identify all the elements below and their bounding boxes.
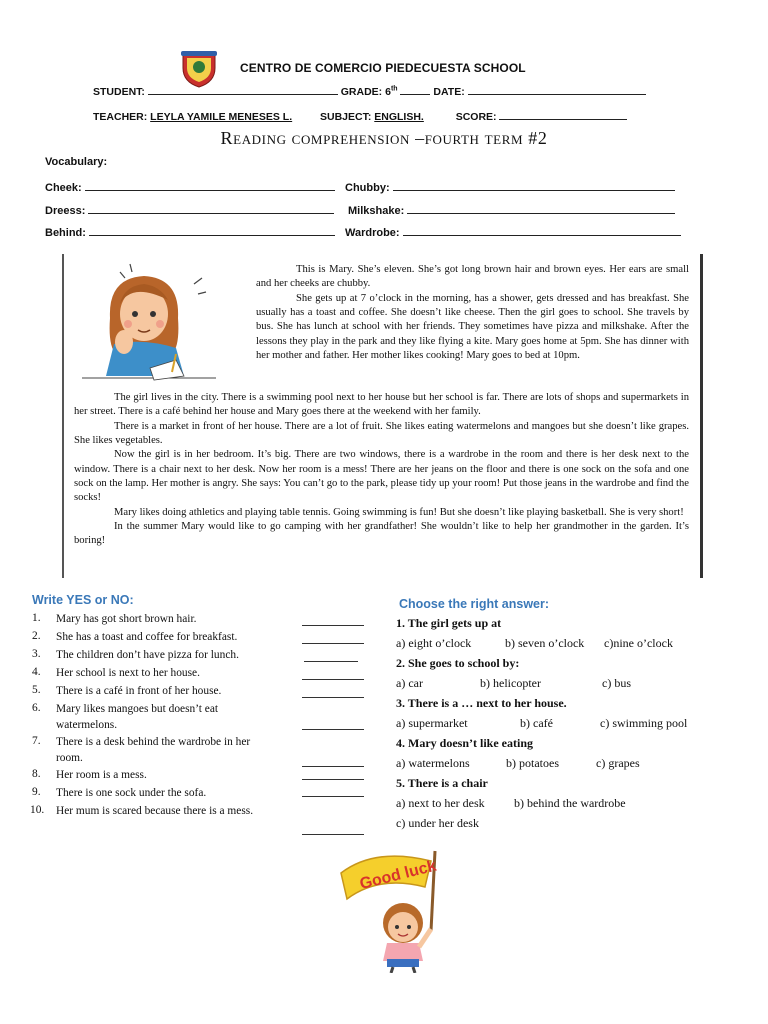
vocab-word: Behind: [45, 227, 86, 239]
answer-blank[interactable] [302, 697, 364, 698]
answer-blank[interactable] [302, 625, 364, 626]
yes-no-title: Write YES or NO: [32, 593, 134, 607]
answer-blank[interactable] [304, 661, 358, 662]
vocab-word: Dreess: [45, 205, 86, 217]
answer-blank[interactable] [302, 796, 364, 797]
vocab-word: Cheek: [45, 182, 82, 194]
yes-no-item [32, 684, 372, 702]
option-c[interactable]: c) grapes [596, 756, 640, 770]
grade-blank[interactable] [400, 84, 430, 95]
paragraph-text: This is Mary. She’s eleven. She’s got long brown hair and brown eyes. Her ears are small and her cheeks are chubby. [256, 264, 689, 290]
vocab-item-chubby [345, 180, 675, 194]
yes-no-item [32, 612, 372, 630]
vocab-blank[interactable] [403, 225, 681, 236]
student-row [93, 84, 646, 98]
school-name: CENTRO DE COMERCIO PIEDECUESTA SCHOOL [240, 61, 526, 75]
vocab-item-wardrobe [345, 225, 681, 239]
item-statement: She has a toast and coffee for breakfast. [56, 631, 238, 643]
item-statement: Her school is next to her house. [56, 667, 200, 679]
yes-no-item [32, 786, 372, 804]
item-number: 5. [32, 684, 41, 696]
item-statement: Mary likes mangoes but doesn’t eat watermelons. [56, 703, 219, 731]
grade-superscript: th [390, 85, 398, 93]
item-number: 2. [32, 630, 41, 642]
option-c[interactable]: c) under her desk [396, 816, 479, 830]
yes-no-item [32, 630, 372, 648]
options-3 [396, 716, 736, 736]
question-3: 3. There is a … next to her house. [396, 696, 567, 710]
options-5-cont [396, 816, 736, 836]
item-number: 3. [32, 648, 41, 660]
options-2 [396, 676, 736, 696]
option-c[interactable]: c) bus [602, 676, 631, 690]
paragraph-text: The girl lives in the city. There is a swimming pool next to her house but her school is far. There are lots of shops and supermarkets in her street. There is a café behind her house and Mary goes there at the weekend with her family. [74, 392, 689, 418]
worksheet-title: Reading comprehension –fourth term #2 [220, 128, 548, 148]
question-4: 4. Mary doesn’t like eating [396, 736, 533, 750]
paragraph-text: There is a market in front of her house. There are a lot of fruit. She likes eating watermelons and mangoes but she doesn’t like grapes. She likes vegetables. [74, 420, 689, 447]
option-a[interactable]: a) car [396, 676, 423, 690]
multiple-choice-list [396, 616, 736, 836]
score-label: SCORE: [455, 111, 497, 123]
item-statement: Her mum is scared because there is a mess. [56, 805, 254, 817]
answer-blank[interactable] [302, 729, 364, 730]
option-b[interactable]: b) café [520, 716, 553, 730]
item-number: 9. [32, 786, 41, 798]
reading-paragraph-1 [256, 263, 689, 363]
vocab-item-behind [45, 225, 335, 239]
subject-name: ENGLISH. [374, 111, 424, 123]
item-number: 8. [32, 768, 41, 780]
vocab-blank[interactable] [85, 180, 335, 191]
item-number: 6. [32, 702, 41, 714]
option-b[interactable]: b) behind the wardrobe [514, 796, 626, 810]
yes-no-item [32, 702, 372, 735]
item-statement: Her room is a mess. [56, 769, 147, 781]
option-a[interactable]: a) watermelons [396, 756, 470, 770]
yes-no-item [32, 648, 372, 666]
option-c[interactable]: c)nine o’clock [604, 636, 673, 650]
vocab-blank[interactable] [407, 203, 675, 214]
options-1 [396, 636, 736, 656]
yes-no-item [32, 666, 372, 684]
vocab-blank[interactable] [88, 203, 334, 214]
question-1: 1. The girl gets up at [396, 616, 502, 630]
good-luck-banner-illustration [335, 843, 450, 973]
paragraph-text: Mary likes doing athletics and playing table tennis. Going swimming is fun! But she doesn’t like playing basketball. She is very short! [114, 506, 684, 518]
teacher-row [93, 109, 627, 123]
item-number: 4. [32, 666, 41, 678]
yes-no-item [32, 804, 372, 837]
date-label: DATE: [433, 86, 465, 98]
option-b[interactable]: b) seven o’clock [505, 636, 585, 650]
vocab-blank[interactable] [89, 225, 335, 236]
vocab-word: Chubby: [345, 182, 390, 194]
option-b[interactable]: b) potatoes [506, 756, 559, 770]
item-number: 10. [30, 804, 45, 816]
paragraph-text: Now the girl is in her bedroom. It’s big. There are two windows, there is a wardrobe in the room and there is her desk next to the window. There is a chair next to her desk. Now her room is a mess! There are her jeans on the floor and there is one sock on the sofa and one sock on the lamp. Her mother is angry. She says: You can’t go to the park, please tidy up your room! Put those jeans in the wardrobe and find the socks! [74, 449, 689, 504]
item-statement: There is a café in front of her house. [56, 685, 222, 697]
item-number: 1. [32, 612, 41, 624]
subject-label: SUBJECT: [320, 111, 372, 123]
teacher-label: TEACHER: [93, 111, 148, 123]
vocabulary-heading: Vocabulary: [45, 156, 108, 168]
vocab-item-dreess [45, 203, 334, 217]
school-crest-logo [179, 50, 219, 88]
yes-no-list [32, 612, 372, 837]
item-statement: There is a desk behind the wardrobe in her room. [56, 736, 251, 764]
answer-blank[interactable] [302, 643, 364, 644]
yes-no-item [32, 768, 372, 786]
yes-no-item [32, 735, 372, 768]
answer-blank[interactable] [302, 679, 364, 680]
options-5 [396, 796, 736, 816]
girl-writing-illustration [80, 258, 218, 390]
answer-blank[interactable] [302, 834, 364, 835]
vocab-item-milkshake [348, 203, 675, 217]
item-statement: There is one sock under the sofa. [56, 787, 207, 799]
vocab-word: Milkshake: [348, 205, 405, 217]
vocab-item-cheek [45, 180, 335, 194]
teacher-name: LEYLA YAMILE MENESES L. [150, 111, 293, 123]
question-5: 5. There is a chair [396, 776, 488, 790]
vocab-blank[interactable] [393, 180, 675, 191]
option-c[interactable]: c) swimming pool [600, 716, 688, 730]
grade-label: GRADE: 6 [340, 86, 391, 98]
paragraph-text: In the summer Mary would like to go camping with her grandfather! She wouldn’t like to help her grandmother in the garden. It’s boring! [74, 521, 689, 547]
option-a[interactable]: a) eight o’clock [396, 636, 472, 650]
options-4 [396, 756, 736, 776]
student-blank[interactable] [148, 84, 338, 95]
item-number: 7. [32, 735, 41, 747]
question-2: 2. She goes to school by: [396, 656, 520, 670]
good-luck-text: Good luck [358, 857, 439, 893]
answer-blank[interactable] [302, 779, 364, 780]
student-label: STUDENT: [93, 86, 145, 98]
answer-blank[interactable] [302, 766, 364, 767]
item-statement: Mary has got short brown hair. [56, 613, 197, 625]
vocab-word: Wardrobe: [345, 227, 400, 239]
score-blank[interactable] [499, 109, 627, 120]
reading-paragraphs-rest [74, 391, 689, 549]
option-b[interactable]: b) helicopter [480, 676, 541, 690]
item-statement: The children don’t have pizza for lunch. [56, 649, 239, 661]
choose-title: Choose the right answer: [399, 597, 550, 611]
paragraph-text: She gets up at 7 o’clock in the morning, has a shower, gets dressed and has breakfast. She usually has a toast and coffee. She doesn’t like cheese. Then the girl goes to school. She travels by bus. She has lunch at school with her friends. They sometimes have pizza and milkshake. After the lessons they play in the park and they like flying a kite. Mary goes home at 5pm. She has dinner with her mother and father. Her mother likes cooking! Mary goes to bed at 10pm. [256, 292, 689, 362]
option-a[interactable]: a) supermarket [396, 716, 468, 730]
option-a[interactable]: a) next to her desk [396, 796, 485, 810]
date-blank[interactable] [468, 84, 646, 95]
